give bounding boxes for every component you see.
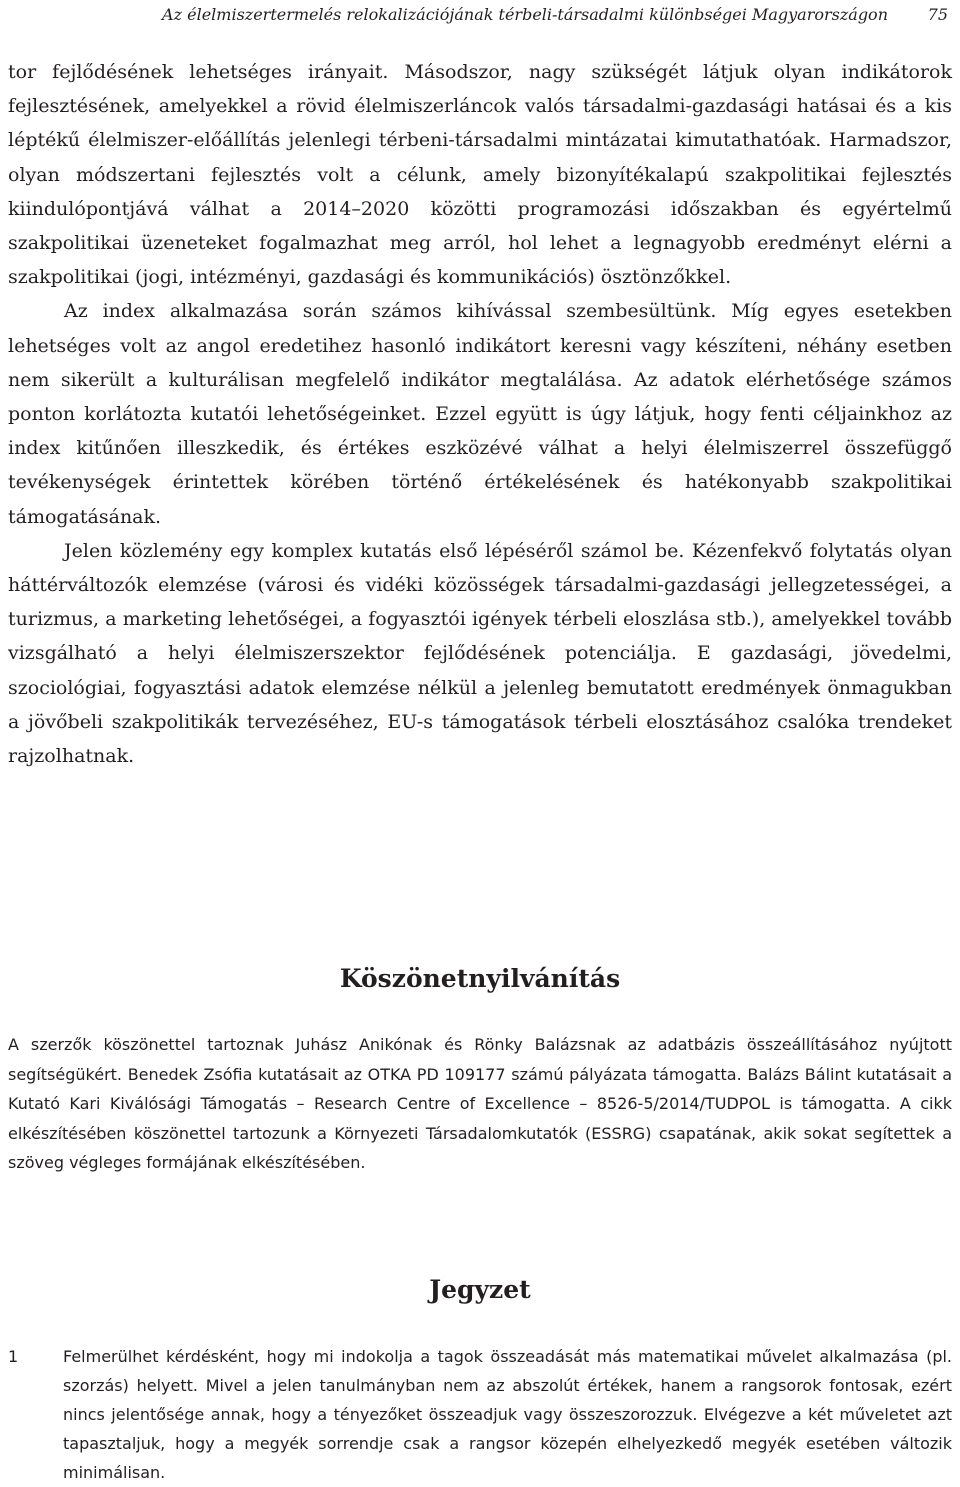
acknowledgements-heading: Köszönetnyilvánítás [339, 964, 621, 993]
body-text [8, 55, 952, 773]
running-head [0, 2, 960, 28]
footnote-number: 1 [8, 1347, 19, 1366]
paragraph: Az index alkalmazása során számos kihívással szembesültünk. Míg egyes esetekben lehetséges volt az angol eredetihez hasonló indikátort keresni vagy készíteni, néhány esetben nem sikerült a kulturálisan megfelelő indikátor megtalálása. Az adatok elérhetősége számos ponton korlátozta kutatói lehetőségeinket. Ezzel együtt is úgy látjuk, hogy fenti céljainkhoz az index kitűnően illeszkedik, és értékes eszközévé válhat a helyi élelmiszerrel összefüggő tevékenységek érintettek körében történő értékelésének és hatékonyabb szakpolitikai támogatásának. [8, 300, 952, 528]
running-head-title: Az élelmiszertermelés relokalizációjának térbeli-társadalmi különbségei Magyarországon [162, 5, 888, 24]
footnote [8, 1342, 952, 1487]
footnote-text: Felmerülhet kérdésként, hogy mi indokolja a tagok összeadását más matematikai művelet alkalmazása (pl. szorzás) helyett. Mivel a jelen tanulmányban nem az abszolút értékek, hanem a rangsorok fontosak, ezért nincs jelentősége annak, hogy a tényezőket összeadjuk vagy összeszorozzuk. Elvégezve a két műveletet azt tapasztaljuk, hogy a megyék sorrendje csak a rangsor közepén elhelyezkedő megyék esetében változik minimálisan. [63, 1347, 952, 1482]
paragraph: tor fejlődésének lehetséges irányait. Másodszor, nagy szükségét látjuk olyan indikátorok fejlesztésének, amelyekkel a rövid élelmiszerláncok valós társadalmi-gazdasági hatásai és a kis léptékű élelmiszer-előállítás jelenlegi térbeni-társadalmi mintázatai kimutathatóak. Harmadszor, olyan módszertani fejlesztés volt a célunk, amely bizonyítékalapú szakpolitikai fejlesztés kiindulópontjává válhat a 2014–2020 közötti programozási időszakban és egyértelmű szakpolitikai üzeneteket fogalmazhat meg arról, hol lehet a legnagyobb eredményt elérni a szakpolitikai (jogi, intézményi, gazdasági és kommunikációs) ösztönzőkkel. [8, 61, 952, 289]
acknowledgements-text: A szerzők köszönettel tartoznak Juhász Anikónak és Rönky Balázsnak az adatbázis összeállításához nyújtott segítségükért. Benedek Zsófia kutatásait az OTKA PD 109177 számú pályázata támogatta. Balázs Bálint kutatásait a Kutató Kari Kiválósági Támogatás – Research Centre of Excellence – 8526-5/2014/TUDPOL is támogatta. A cikk elkészítésében köszönettel tartozunk a Környezeti Társadalomkutatók (ESSRG) csapatának, akik sokat segítettek a szöveg végleges formájának elkészítésében. [8, 1035, 952, 1172]
page-number: 75 [927, 5, 948, 24]
paragraph: Jelen közlemény egy komplex kutatás első lépéséről számol be. Kézenfekvő folytatás olyan háttérváltozók elemzése (városi és vidéki közösségek társadalmi-gazdasági jellegzetességei, a turizmus, a marketing lehetőségei, a fogyasztói igények térbeli eloszlása stb.), amelyekkel tovább vizsgálható a helyi élelmiszerszektor fejlődésének potenciálja. E gazdasági, jövedelmi, szociológiai, fogyasztási adatok elemzése nélkül a jelenleg bemutatott eredmények önmagukban a jövőbeli szakpolitikák tervezéséhez, EU-s támogatások térbeli elosztásához csalóka trendeket rajzolhatnak. [8, 539, 952, 768]
notes-heading: Jegyzet [429, 1275, 531, 1304]
